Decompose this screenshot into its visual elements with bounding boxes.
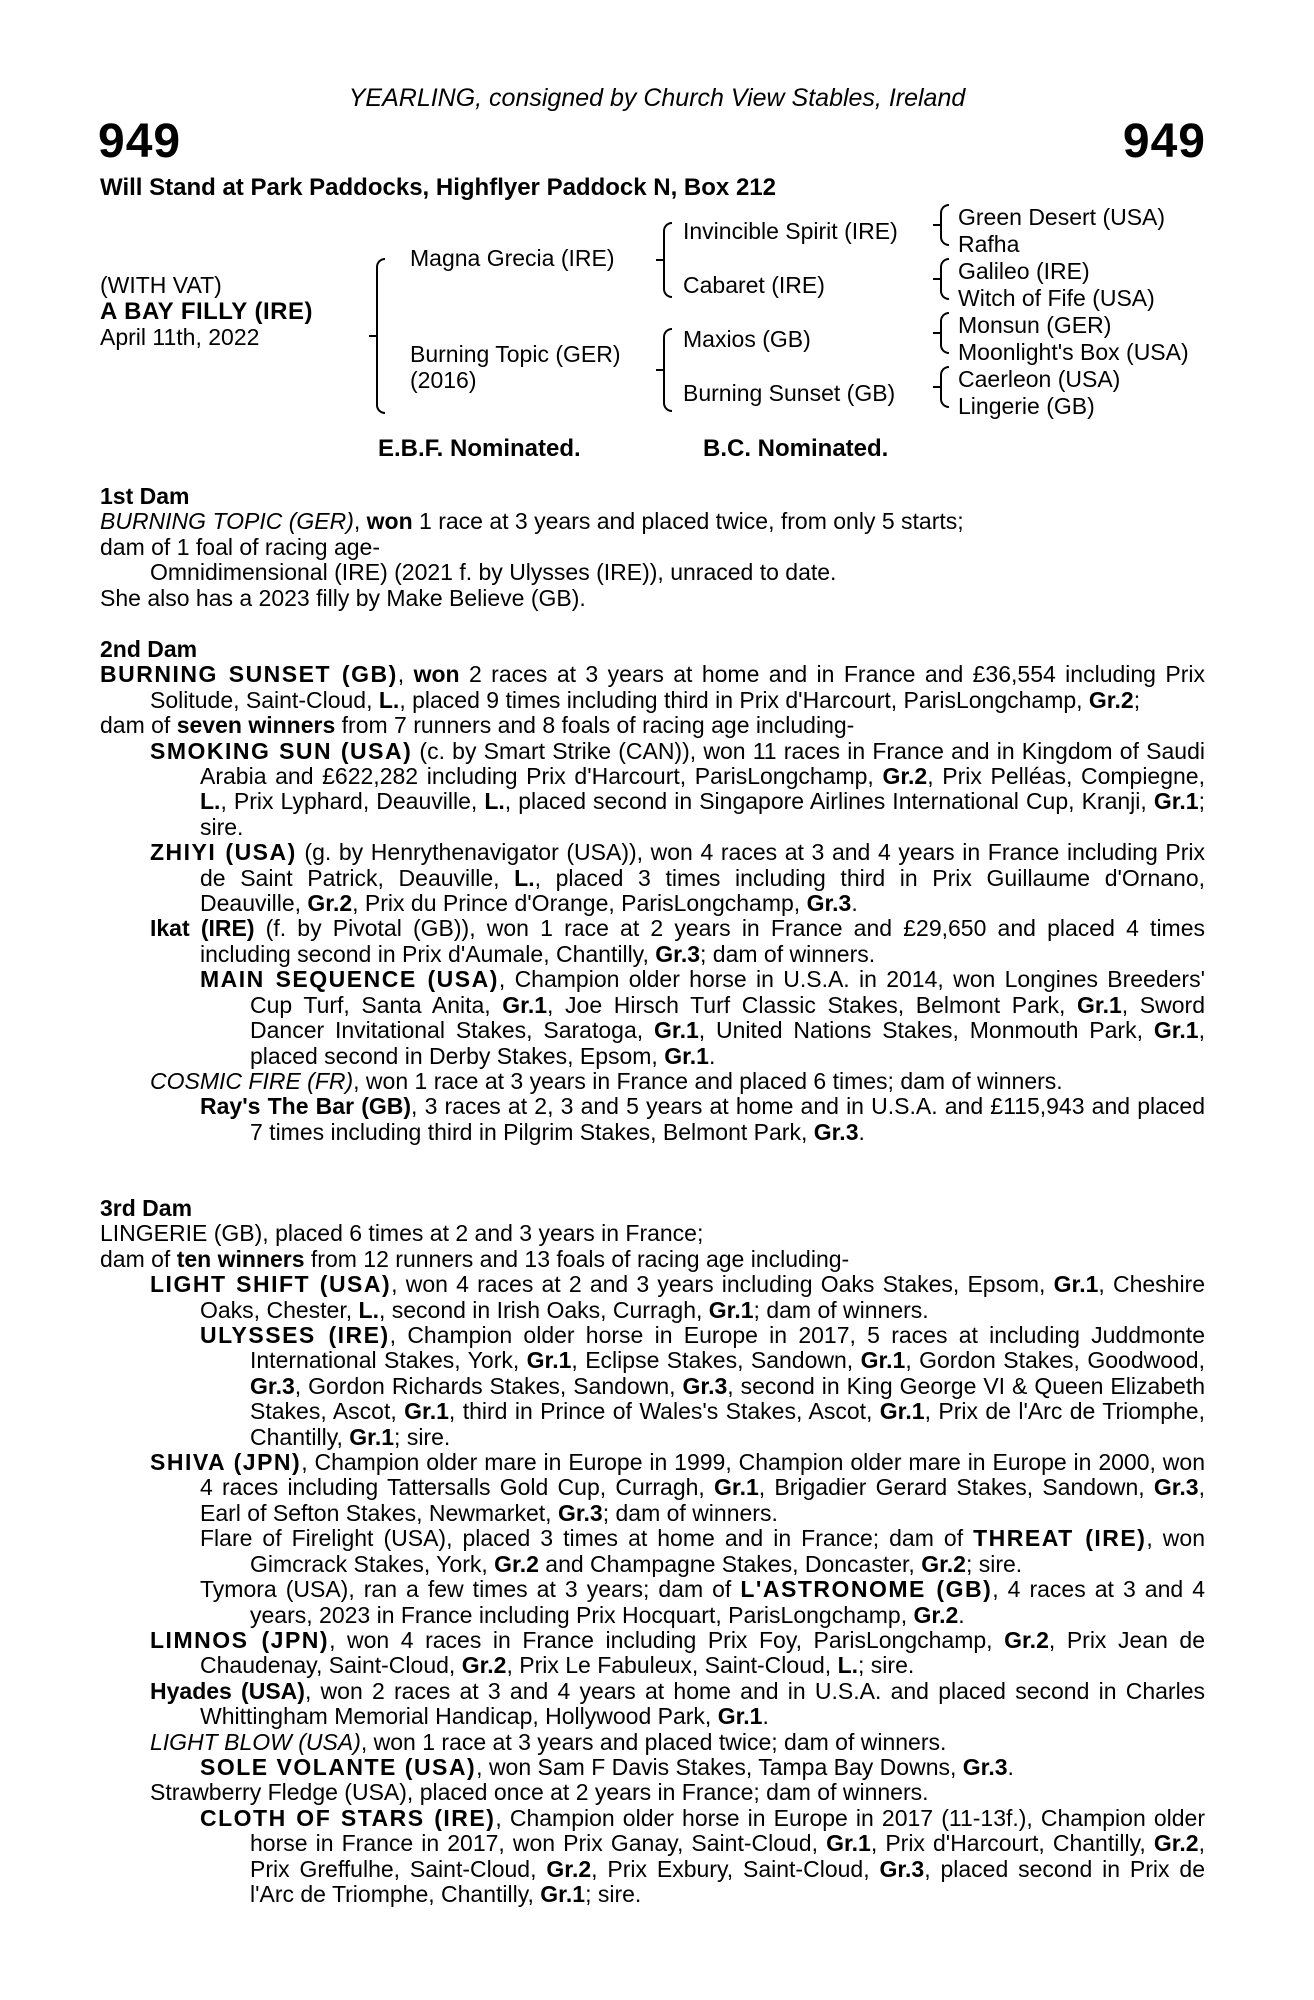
text: Tymora (USA), ran a few times at 3 years; dam of [200, 1576, 741, 1603]
progeny-name: LIGHT BLOW (USA) [150, 1728, 361, 1755]
progeny-name: THREAT (IRE) [973, 1525, 1147, 1552]
text: , won 1 race at 3 years and placed twice; dam of winners. [360, 1728, 947, 1755]
progeny-limnos [100, 1628, 1205, 1679]
progeny-name: Hyades (USA) [150, 1677, 305, 1704]
text: ; sire. [965, 1550, 1023, 1577]
grade-mark: Gr.1 [860, 1347, 906, 1374]
progeny-name: SMOKING SUN (USA) [150, 737, 413, 764]
third-dam-section [100, 1196, 1205, 1907]
grade-mark: Gr.3 [1153, 1474, 1199, 1501]
text: , placed second in Derby Stakes, Epsom, [250, 1017, 1205, 1069]
consignor-line: YEARLING, consigned by Church View Stables, Ireland [348, 84, 966, 112]
sire-sire-dam: Rafha [958, 231, 1020, 257]
text: , Prix Greffulhe, Saint-Cloud, [250, 1830, 1205, 1882]
progeny-flare-of-firelight [100, 1526, 1205, 1577]
text: , Prix Lyphard, Deauville, [220, 788, 485, 815]
second-dam-entry: BURNING SUNSET (GB), won 2 races at 3 years at home and in France and £36,554 including Prix Solitude, Saint-Cloud, L., placed 9 times including third in Prix d'Harcourt, ParisLongchamp, Gr.2; [100, 661, 1205, 713]
progeny-zhiyi [100, 840, 1205, 916]
progeny-cosmic-fire [100, 1069, 1205, 1094]
text: (g. by Henrythenavigator (USA)), won 4 races at 3 and 4 years in France including Prix de Saint Patrick, Deauville, [200, 839, 1205, 891]
grade-mark: Gr.1 [404, 1398, 449, 1425]
text: and Champagne Stakes, Doncaster, [538, 1550, 922, 1577]
text: . [1007, 1753, 1014, 1780]
first-dam-section [100, 484, 1205, 611]
text: , 4 races at 3 and 4 years, 2023 in France including Prix Hocquart, ParisLongchamp, [250, 1576, 1205, 1628]
dd-brace [940, 366, 949, 408]
first-dam-heading: 1st Dam [100, 483, 190, 509]
text: , won 1 race at 3 years in France and placed 6 times; dam of winners. [353, 1067, 1063, 1094]
dam-year: (2016) [410, 367, 477, 393]
text: , placed 9 times including third in Prix d'Harcourt, ParisLongchamp, [399, 686, 1089, 713]
second-dam-name: BURNING SUNSET (GB) [100, 661, 398, 688]
progeny-main-sequence [100, 967, 1205, 1069]
grade-mark: Gr.1 [1077, 991, 1122, 1018]
sire-name: Magna Grecia (IRE) [410, 245, 615, 271]
listed-mark: L. [358, 1296, 379, 1323]
lot-number-left: 949 [98, 115, 182, 168]
text: , Gordon Stakes, Goodwood, [905, 1347, 1205, 1374]
text: , Brigadier Gerard Stakes, Sandown, [758, 1474, 1154, 1501]
progeny-smoking-sun [100, 739, 1205, 841]
third-dam-line-1: LINGERIE (GB), placed 6 times at 2 and 3 years in France; [100, 1220, 704, 1247]
lot-number-right: 949 [1122, 115, 1206, 168]
text: , Sword Dancer Invitational Stakes, Saratoga, [250, 991, 1205, 1044]
listed-mark: L. [484, 788, 505, 815]
grade-mark: Gr.3 [879, 1855, 925, 1882]
text: , Cheshire Oaks, Chester, [200, 1271, 1206, 1323]
progeny-name: CLOTH OF STARS (IRE) [200, 1804, 496, 1831]
dam-sire: Maxios (GB) [683, 326, 811, 352]
dam-sire-sire: Monsun (GER) [958, 312, 1112, 338]
dam-dam-sire: Caerleon (USA) [958, 366, 1121, 392]
grade-mark: Gr.1 [714, 1474, 759, 1501]
text: , Prix Jean de Chaudenay, Saint-Cloud, [200, 1626, 1205, 1679]
text: . [762, 1703, 769, 1730]
winners-count: ten winners [176, 1245, 305, 1272]
grade-mark: Gr.2 [494, 1550, 539, 1577]
date-of-birth: April 11th, 2022 [100, 324, 260, 350]
text: , won 4 races in France including Prix Foy, ParisLongchamp, [329, 1626, 1005, 1653]
progeny-ulysses [100, 1323, 1205, 1450]
third-dam-heading: 3rd Dam [100, 1195, 193, 1221]
text: ; sire. [200, 788, 1205, 840]
text: ; sire. [858, 1652, 915, 1679]
text: ; sire. [394, 1423, 451, 1450]
first-dam-foal: Omnidimensional (IRE) (2021 f. by Ulysses (IRE)), unraced to date. [150, 559, 837, 586]
sire-sire-sire: Green Desert (USA) [958, 204, 1166, 230]
progeny-light-blow [100, 1730, 1205, 1755]
text: , Champion older horse in U.S.A. in 2014, won Longines Breeders' Cup Turf, Santa Anita, [250, 966, 1205, 1018]
text: , Prix du Prince d'Orange, ParisLongchamp, [352, 890, 807, 917]
stand-location: Will Stand at Park Paddocks, Highflyer Paddock N, Box 212 [100, 174, 776, 201]
text: , Eclipse Stakes, Sandown, [571, 1347, 861, 1374]
winners-count: seven winners [176, 712, 336, 739]
text: from 12 runners and 13 foals of racing age including- [304, 1245, 850, 1272]
text: . [858, 1118, 865, 1145]
text: dam of [100, 1245, 177, 1272]
grade-mark: Gr.3 [655, 940, 701, 967]
dam-name: Burning Topic (GER) [410, 341, 621, 367]
grade-mark: Gr.1 [526, 1347, 572, 1374]
text: , second in King George VI & Queen Elizabeth Stakes, Ascot, [250, 1372, 1206, 1425]
bc-nominated: B.C. Nominated. [703, 435, 889, 462]
text: . [708, 1042, 716, 1069]
progeny-ikat [100, 916, 1205, 967]
grade-mark: Gr.3 [250, 1372, 295, 1399]
text: , Joe Hirsch Turf Classic Stakes, Belmont Park, [547, 991, 1078, 1018]
progeny-name: ZHIYI (USA) [150, 839, 297, 866]
grade-mark: Gr.2 [1153, 1830, 1199, 1857]
first-dam-name: BURNING TOPIC (GER) [100, 508, 354, 535]
listed-mark: L. [200, 788, 221, 815]
text: Flare of Firelight (USA), placed 3 times at home and in France; dam of [200, 1525, 974, 1552]
progeny-name: SHIVA (JPN) [150, 1449, 302, 1476]
first-dam-line-4: She also has a 2023 filly by Make Believe (GB). [100, 584, 586, 611]
progeny-name: SOLE VOLANTE (USA) [200, 1753, 477, 1780]
sire-sire: Invincible Spirit (IRE) [683, 218, 898, 244]
text: ; [1133, 686, 1141, 713]
text: , won 4 races at 2 and 3 years including Oaks Stakes, Epsom, [391, 1271, 1054, 1298]
text: 2 races at 3 years at home and in France and £36,554 including Prix Solitude, Saint-Cloud, [150, 661, 1205, 713]
progeny-tymora [100, 1577, 1205, 1628]
text: , Prix de l'Arc de Triomphe, Chantilly, [250, 1398, 1205, 1450]
text: , Champion older mare in Europe in 1999, Champion older mare in Europe in 2000, won 4 races including Tattersalls Gold Cup, Curragh, [200, 1449, 1205, 1501]
text: , Prix Exbury, Saint-Cloud, [591, 1855, 880, 1882]
progeny-name: MAIN SEQUENCE (USA) [200, 966, 499, 993]
second-dam-section [100, 637, 1205, 1145]
grade-mark: Gr.2 [1004, 1626, 1049, 1653]
sire-dam: Cabaret (IRE) [683, 272, 825, 298]
progeny-strawberry-fledge: Strawberry Fledge (USA), placed once at 2 years in France; dam of winners. [150, 1779, 929, 1806]
second-dam-heading: 2nd Dam [100, 636, 198, 662]
progeny-name: Ray's The Bar (GB) [200, 1093, 412, 1120]
text: , Prix Pelléas, Compiegne, [927, 763, 1205, 790]
grade-mark: Gr.1 [1053, 1271, 1099, 1298]
progeny-name: Ikat (IRE) [150, 915, 255, 942]
ss-brace [940, 204, 949, 246]
grade-mark: Gr.1 [654, 1017, 699, 1044]
dam-dam: Burning Sunset (GB) [683, 380, 896, 406]
won-label: won [366, 508, 413, 535]
first-dam-line-1: BURNING TOPIC (GER), won 1 race at 3 years and placed twice, from only 5 starts; [100, 508, 964, 535]
third-dam-produce-line [100, 1247, 1205, 1272]
dam-sire-dam: Moonlight's Box (USA) [958, 339, 1189, 365]
listed-mark: L. [837, 1652, 859, 1679]
text: , Champion older horse in Europe in 2017 (11-13f.), Champion older horse in France in 2017, won Prix Ganay, Saint-Cloud, [250, 1804, 1205, 1857]
progeny-name: LIMNOS (JPN) [150, 1626, 330, 1653]
sd-brace [940, 258, 949, 300]
grade-mark: Gr.3 [557, 1499, 603, 1526]
grade-mark: Gr.1 [502, 991, 548, 1018]
text: , second in Irish Oaks, Curragh, [378, 1296, 709, 1323]
text: , Earl of Sefton Stakes, Newmarket, [200, 1474, 1205, 1526]
grade-mark: Gr.1 [826, 1830, 871, 1857]
grade-mark: Gr.1 [879, 1398, 925, 1425]
grade-mark: Gr.2 [1088, 686, 1134, 713]
grade-mark: Gr.1 [1153, 788, 1199, 815]
grade-mark: Gr.2 [307, 890, 353, 917]
sire-brace [663, 222, 672, 298]
text: from 7 runners and 8 foals of racing age including- [335, 712, 855, 739]
grade-mark: Gr.1 [1153, 1017, 1199, 1044]
text: , 3 races at 2, 3 and 5 years at home and in U.S.A. and £115,943 and placed 7 times including third in Pilgrim Stakes, Belmont Park, [250, 1093, 1205, 1145]
first-dam-line-2: dam of 1 foal of racing age- [100, 533, 380, 560]
text: . [851, 890, 858, 917]
first-dam-record: 1 race at 3 years and placed twice, from only 5 starts; [412, 508, 964, 535]
grade-mark: Gr.2 [921, 1550, 966, 1577]
text: ; dam of winners. [753, 1296, 929, 1323]
text: (f. by Pivotal (GB)), won 1 race at 2 years in France and £29,650 and placed 4 times including second in Prix d'Aumale, Chantilly, [200, 915, 1206, 967]
ebf-nominated: E.B.F. Nominated. [378, 435, 581, 462]
grade-mark: Gr.2 [913, 1601, 959, 1628]
text: , placed second in Singapore Airlines International Cup, Kranji, [504, 788, 1154, 815]
sire-dam-sire: Galileo (IRE) [958, 258, 1090, 284]
progeny-name: LIGHT SHIFT (USA) [150, 1271, 392, 1298]
won-label: won [413, 661, 460, 688]
text: , placed second in Prix de l'Arc de Triomphe, Chantilly, [250, 1855, 1205, 1907]
listed-mark: L. [378, 686, 400, 713]
text: , won Gimcrack Stakes, York, [250, 1525, 1205, 1577]
grade-mark: Gr.1 [664, 1042, 709, 1069]
text: dam of [100, 712, 177, 739]
progeny-rays-the-bar [100, 1094, 1205, 1145]
grade-mark: Gr.2 [461, 1652, 507, 1679]
text: , placed 3 times including third in Prix Guillaume d'Ornano, Deauville, [200, 864, 1205, 917]
text: ; dam of winners. [602, 1499, 778, 1526]
grade-mark: Gr.1 [540, 1880, 586, 1907]
sire-dam-dam: Witch of Fife (USA) [958, 285, 1155, 311]
progeny-light-shift [100, 1272, 1205, 1323]
text: ; dam of winners. [700, 940, 876, 967]
text: , won Sam F Davis Stakes, Tampa Bay Downs, [476, 1753, 963, 1780]
listed-mark: L. [514, 864, 535, 891]
dam-dam-dam: Lingerie (GB) [958, 393, 1095, 419]
text: . [958, 1601, 965, 1628]
horse-name: A BAY FILLY (IRE) [100, 298, 313, 325]
grade-mark: Gr.2 [882, 763, 928, 790]
second-dam-produce-line [100, 713, 1205, 738]
text: , Gordon Richards Stakes, Sandown, [294, 1372, 683, 1399]
grade-mark: Gr.2 [546, 1855, 592, 1882]
progeny-name: COSMIC FIRE (FR) [150, 1067, 354, 1094]
grade-mark: Gr.1 [708, 1296, 754, 1323]
progeny-cloth-of-stars [100, 1806, 1205, 1908]
grade-mark: Gr.3 [806, 890, 852, 917]
grade-mark: Gr.3 [682, 1372, 728, 1399]
progeny-name: ULYSSES (IRE) [200, 1322, 390, 1349]
text: , Champion older horse in Europe in 2017, 5 races at including Juddmonte International Stakes, York, [250, 1322, 1205, 1374]
text: , United Nations Stakes, Monmouth Park, [698, 1017, 1154, 1044]
text: ; sire. [585, 1880, 642, 1907]
vat-note: (WITH VAT) [100, 272, 222, 298]
pedigree-main-brace [376, 258, 385, 414]
dam-brace [663, 328, 672, 412]
ds-brace [940, 312, 949, 354]
text: , third in Prince of Wales's Stakes, Ascot, [448, 1398, 880, 1425]
grade-mark: Gr.1 [717, 1703, 763, 1730]
text: (c. by Smart Strike (CAN)), won 11 races in France and in Kingdom of Saudi Arabia and £622,282 including Prix d'Harcourt, ParisLongchamp, [200, 737, 1205, 790]
text: , Prix Le Fabuleux, Saint-Cloud, [506, 1652, 838, 1679]
grade-mark: Gr.3 [962, 1753, 1008, 1780]
progeny-shiva [100, 1450, 1205, 1526]
text: , Prix d'Harcourt, Chantilly, [870, 1830, 1154, 1857]
grade-mark: Gr.3 [813, 1118, 859, 1145]
progeny-hyades [100, 1679, 1205, 1730]
progeny-sole-volante [100, 1755, 1205, 1780]
grade-mark: Gr.1 [349, 1423, 395, 1450]
progeny-name: L'ASTRONOME (GB) [740, 1576, 993, 1603]
text: , won 2 races at 3 and 4 years at home and in U.S.A. and placed second in Charles Whittingham Memorial Handicap, Hollywood Park, [200, 1677, 1205, 1730]
